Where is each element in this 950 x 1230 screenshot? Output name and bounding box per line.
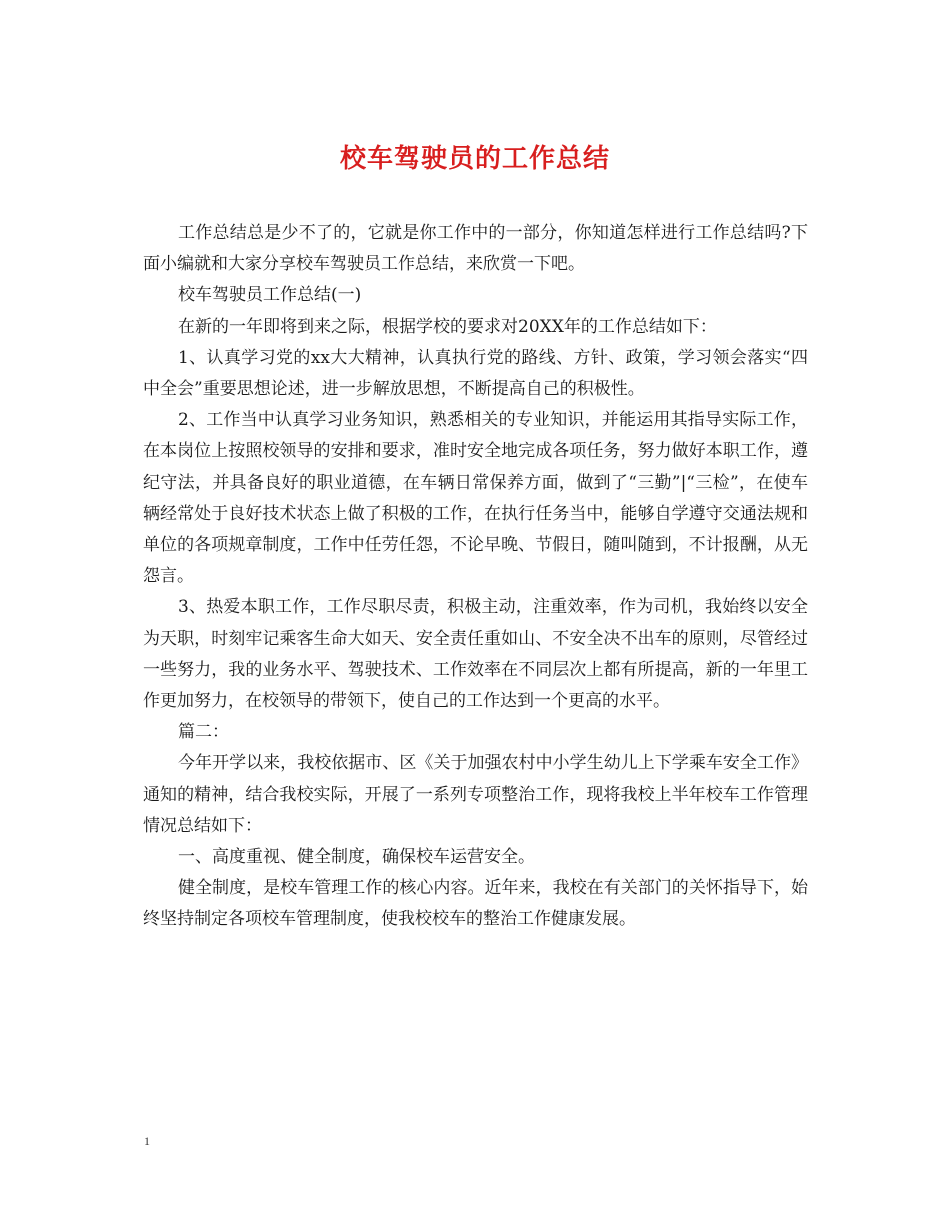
paragraph-part-two-intro: 今年开学以来，我校依据市、区《关于加强农村中小学生幼儿上下学乘车安全工作》通知的精神，结合我校实际，开展了一系列专项整治工作，现将我校上半年校车工作管理情况总结如下：	[143, 753, 808, 836]
paragraph-intro: 工作总结总是少不了的，它就是你工作中的一部分，你知道怎样进行工作总结吗?下面小编就和大家分享校车驾驶员工作总结，来欣赏一下吧。	[143, 223, 808, 275]
paragraph-item-1: 1、认真学习党的xx大大精神，认真执行党的路线、方针、政策，学习领会落实“四中全会”重要思想论述，进一步解放思想，不断提高自己的积极性。	[143, 347, 808, 400]
section-heading-two: 篇二：	[178, 722, 229, 743]
paragraph-item-3: 3、热爱本职工作，工作尽职尽责，积极主动，注重效率，作为司机，我始终以安全为天职，时刻牢记乘客生命大如天、安全责任重如山、不安全决不出车的原则，尽管经过一些努力，我的业务水平、驾驶技术、工作效率在不同层次上都有所提高，新的一年里工作更加努力，在校领导的带领下，使自己的工作达到一个更高的水平。	[143, 597, 808, 712]
document-body	[143, 218, 808, 936]
paragraph-summary-intro: 在新的一年即将到来之际，根据学校的要求对20XX年的工作总结如下：	[178, 316, 717, 337]
document-title: 校车驾驶员的工作总结	[339, 144, 610, 174]
page-number: 1	[144, 1134, 150, 1148]
section-heading-one: 校车驾驶员工作总结(一)	[178, 285, 362, 306]
subheading-one: 一、高度重视、健全制度，确保校车运营安全。	[178, 847, 535, 868]
paragraph-item-2: 2、工作当中认真学习业务知识，熟悉相关的专业知识，并能运用其指导实际工作，在本岗位上按照校领导的安排和要求，准时安全地完成各项任务，努力做好本职工作，遵纪守法，并具备良好的职业道德，在车辆日常保养方面，做到了“三勤”|“三检”，在使车辆经常处于良好技术状态上做了积极的工作，在执行任务当中，能够自学遵守交通法规和单位的各项规章制度，工作中任劳任怨，不论早晚、节假日，随叫随到，不计报酬，从无怨言。	[143, 410, 808, 587]
paragraph-system: 健全制度，是校车管理工作的核心内容。近年来，我校在有关部门的关怀指导下，始终坚持制定各项校车管理制度，使我校校车的整治工作健康发展。	[143, 878, 808, 930]
